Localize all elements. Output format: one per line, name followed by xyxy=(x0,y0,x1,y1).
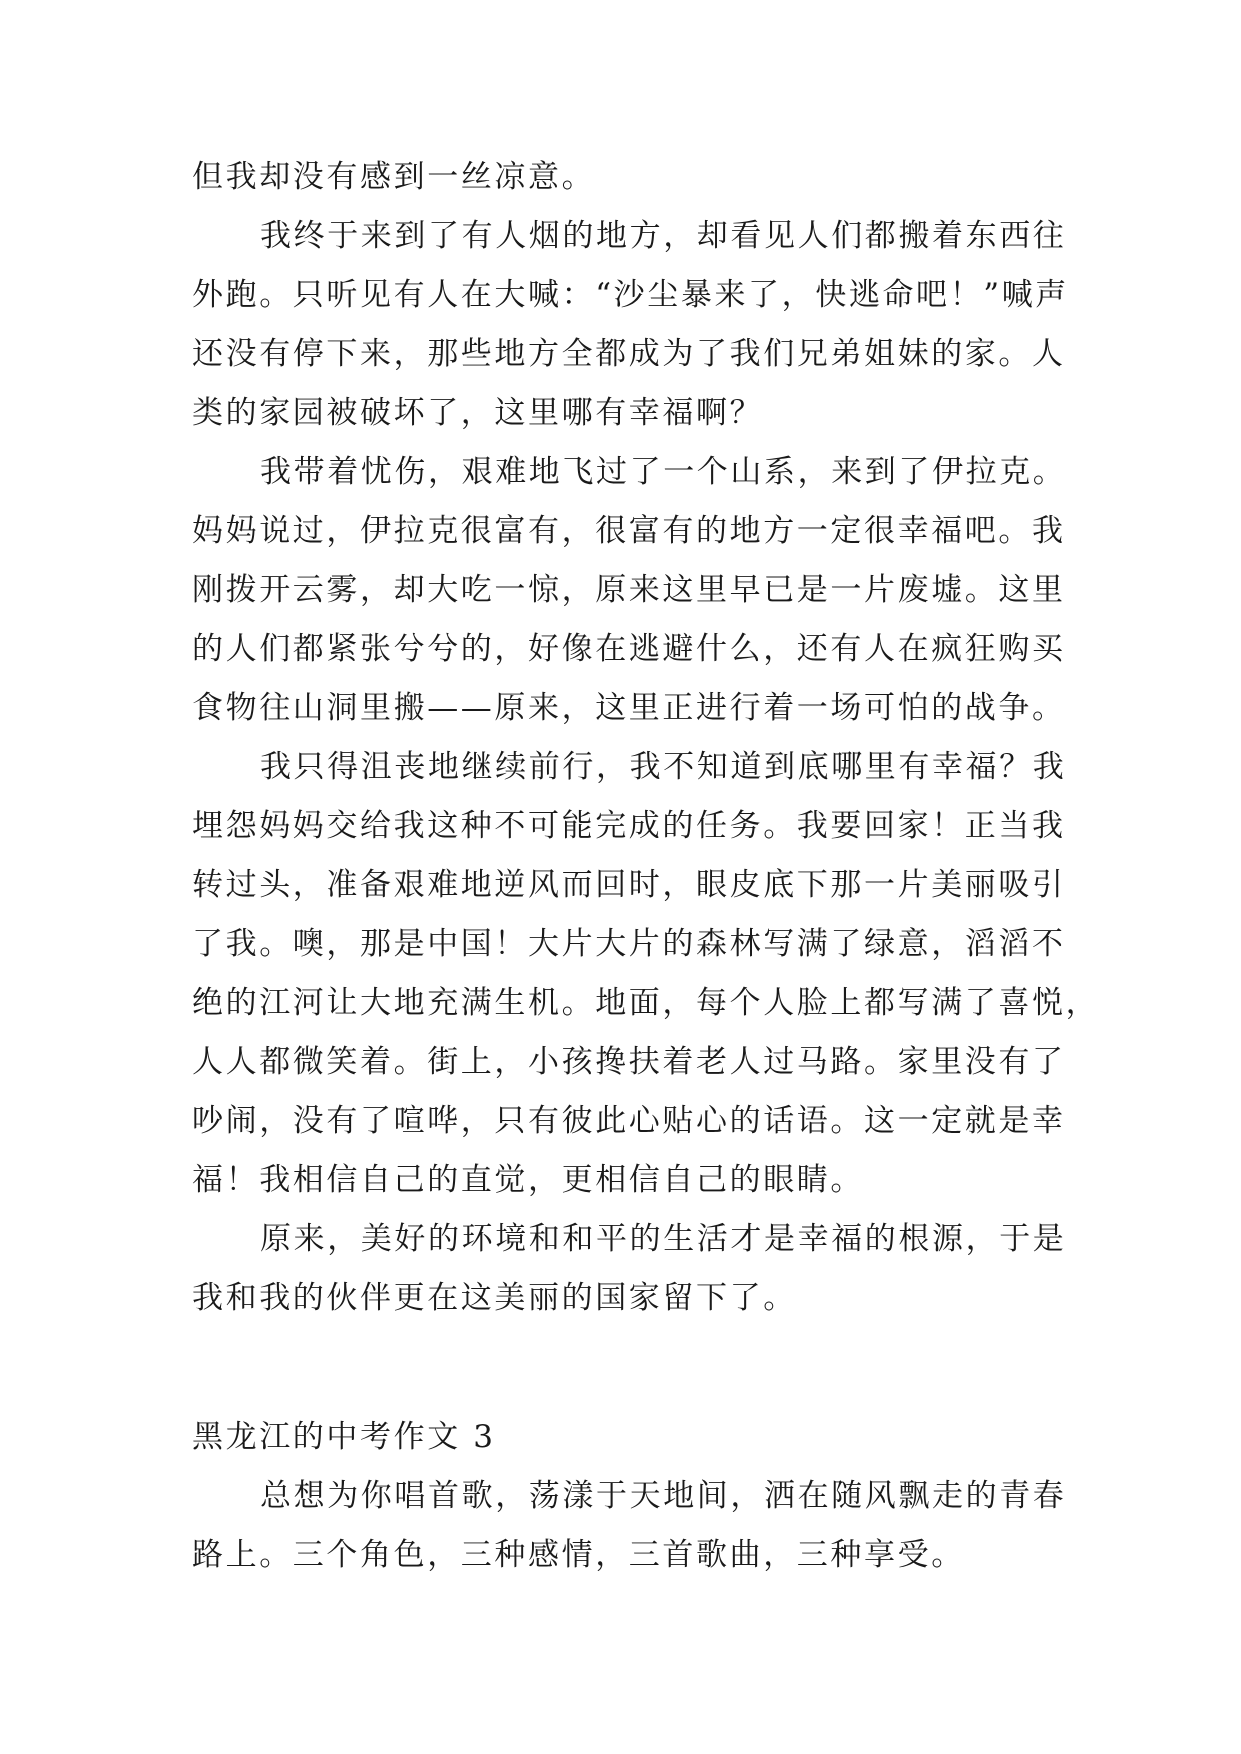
text-line: 路上。三个角色，三种感情，三首歌曲，三种享受。 xyxy=(192,1537,965,1573)
text-line: 转过头，准备艰难地逆风而回时，眼皮底下那一片美丽吸引 xyxy=(192,867,1066,903)
text-line: 还没有停下来，那些地方全都成为了我们兄弟姐妹的家。人 xyxy=(192,336,1066,372)
text-line: 总想为你唱首歌，荡漾于天地间，洒在随风飘走的青春 xyxy=(260,1478,1067,1514)
text-line: 绝的江河让大地充满生机。地面，每个人脸上都写满了喜悦， xyxy=(192,985,1100,1021)
text-line: 类的家园被破坏了，这里哪有幸福啊？ xyxy=(192,395,764,431)
text-line: 刚拨开云雾，却大吃一惊，原来这里早已是一片废墟。这里 xyxy=(192,572,1066,608)
text-line: 但我却没有感到一丝凉意。 xyxy=(192,159,596,195)
text-line: 我终于来到了有人烟的地方，却看见人们都搬着东西往 xyxy=(260,218,1067,254)
text-line: 福！我相信自己的直觉，更相信自己的眼睛。 xyxy=(192,1162,864,1198)
text-line: 我只得沮丧地继续前行，我不知道到底哪里有幸福？我 xyxy=(260,749,1067,785)
document-page xyxy=(192,148,1100,1585)
text-line: 我和我的伙伴更在这美丽的国家留下了。 xyxy=(192,1280,797,1316)
essay-body xyxy=(192,148,1100,1328)
text-line: 了我。噢，那是中国！大片大片的森林写满了绿意，滔滔不 xyxy=(192,926,1066,962)
text-line: 食物往山洞里搬——原来，这里正进行着一场可怕的战争。 xyxy=(192,690,1066,726)
text-line: 人人都微笑着。街上，小孩搀扶着老人过马路。家里没有了 xyxy=(192,1044,1066,1080)
text-line: 我带着忧伤，艰难地飞过了一个山系，来到了伊拉克。 xyxy=(260,454,1067,490)
essay-3 xyxy=(192,1408,1067,1585)
section-heading: 黑龙江的中考作文 3 xyxy=(192,1419,496,1455)
text-line: 埋怨妈妈交给我这种不可能完成的任务。我要回家！正当我 xyxy=(192,808,1066,844)
text-line: 的人们都紧张兮兮的，好像在逃避什么，还有人在疯狂购买 xyxy=(192,631,1066,667)
text-line: 原来，美好的环境和和平的生活才是幸福的根源，于是 xyxy=(260,1221,1067,1257)
text-line: 吵闹，没有了喧哗，只有彼此心贴心的话语。这一定就是幸 xyxy=(192,1103,1066,1139)
section-gap xyxy=(192,1328,1052,1408)
text-line: 妈妈说过，伊拉克很富有，很富有的地方一定很幸福吧。我 xyxy=(192,513,1066,549)
text-line: 外跑。只听见有人在大喊：“沙尘暴来了，快逃命吧！”喊声 xyxy=(192,277,1069,313)
